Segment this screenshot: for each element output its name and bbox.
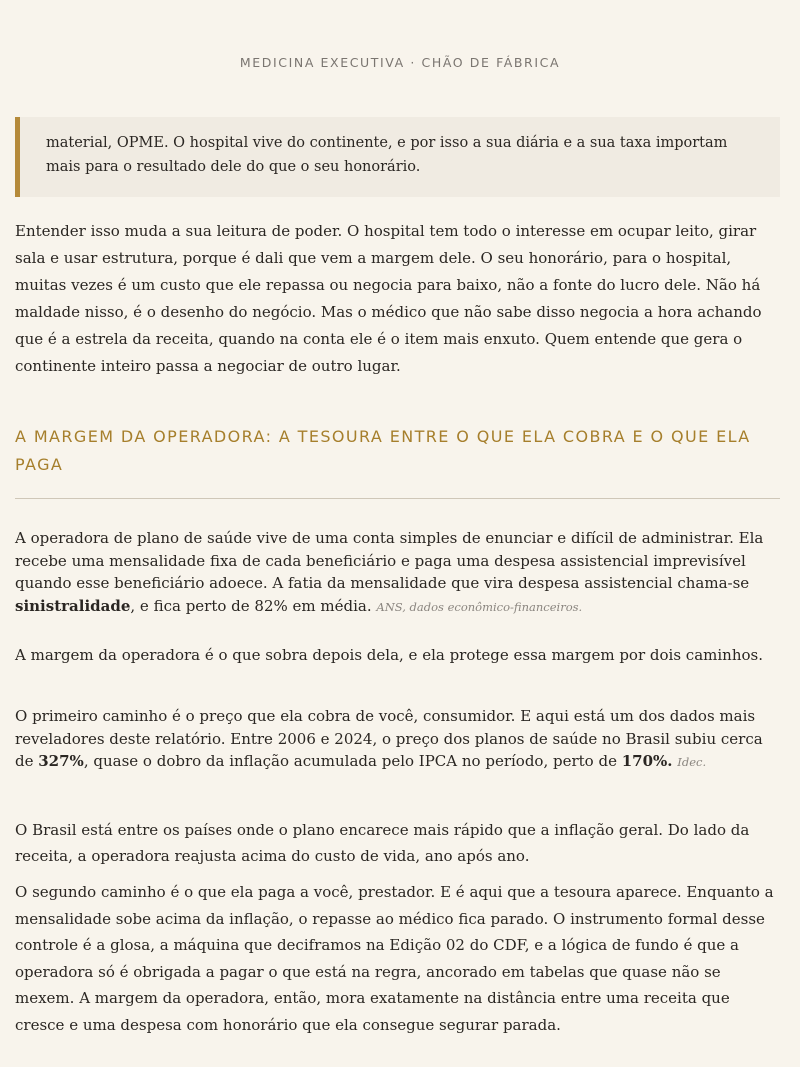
value-plan-increase: 327% <box>38 752 84 770</box>
p2-text-before: A operadora de plano de saúde vive de uma conta simples de enunciar e difícil de administrar. Ela recebe uma mensalidade fixa de cada beneficiário e paga uma despesa assistencial imprevisível quando esse beneficiário adoece. A fatia da mensalidade que vira despesa assistencial chama-se <box>15 529 764 592</box>
body-paragraph-sinistralidade <box>15 527 780 618</box>
section-heading: A MARGEM DA OPERADORA: A TESOURA ENTRE O QUE ELA COBRA E O QUE ELA PAGA <box>15 427 751 474</box>
callout-text: material, OPME. O hospital vive do continente, e por isso a sua diária e a sua taxa importam mais para o resultado dele do que o seu honorário. <box>46 135 728 175</box>
body-paragraph-two-paths: A margem da operadora é o que sobra depois dela, e ela protege essa margem por dois caminhos. <box>15 646 763 664</box>
citation-idec: Idec. <box>677 755 707 769</box>
body-paragraph-hospital-power: Entender isso muda a sua leitura de poder. O hospital tem todo o interesse em ocupar leito, girar sala e usar estrutura, porque é dali que vem a margem dele. O seu honorário, para o hospital, muitas vezes é um custo que ele repassa ou negocia para baixo, não a fonte do lucro dele. Não há maldade nisso, é o desenho do negócio. Mas o médico que não sabe disso negocia a hora achando que é a estrela da receita, quando na conta ele é o item mais enxuto. Quem entende que gera o continente inteiro passa a negociar de outro lugar. <box>15 222 762 375</box>
body-paragraph-scissors: O segundo caminho é o que ela paga a você, prestador. E é aqui que a tesoura aparece. Enquanto a mensalidade sobe acima da inflação, o repasse ao médico fica parado. O instrumento formal desse controle é a glosa, a máquina que deciframos na Edição 02 do CDF, e a lógica de fundo é que a operadora só é obrigada a pagar o que está na regra, ancorado em tabelas que quase não se mexem. A margem da operadora, então, mora exatamente na distância entre uma receita que cresce e uma despesa com honorário que ela consegue segurar parada. <box>15 883 774 1034</box>
body-paragraph-brazil-inflation: O Brasil está entre os países onde o plano encarece mais rápido que a inflação geral. Do lado da receita, a operadora reajusta acima do custo de vida, ano após ano. <box>15 821 750 865</box>
citation-ans: ANS, dados econômico-financeiros. <box>376 599 583 614</box>
running-header: MEDICINA EXECUTIVA · CHÃO DE FÁBRICA <box>239 55 561 70</box>
term-sinistralidade: sinistralidade <box>15 596 131 615</box>
body-paragraph-price-increase <box>15 705 780 774</box>
callout-quote <box>15 117 780 197</box>
value-ipca-inflation: 170%. <box>621 752 673 770</box>
p4-text-middle: , quase o dobro da inflação acumulada pelo IPCA no período, perto de <box>83 752 622 770</box>
p2-text-after: , e fica perto de 82% em média. <box>130 596 372 615</box>
section-divider <box>15 498 780 499</box>
p4-text-before: O primeiro caminho é o preço que ela cobra de você, consumidor. E aqui está um dos dados mais reveladores deste relatório. Entre 2006 e 2024, o preço dos planos de saúde no Brasil subiu cerca de <box>15 707 763 770</box>
